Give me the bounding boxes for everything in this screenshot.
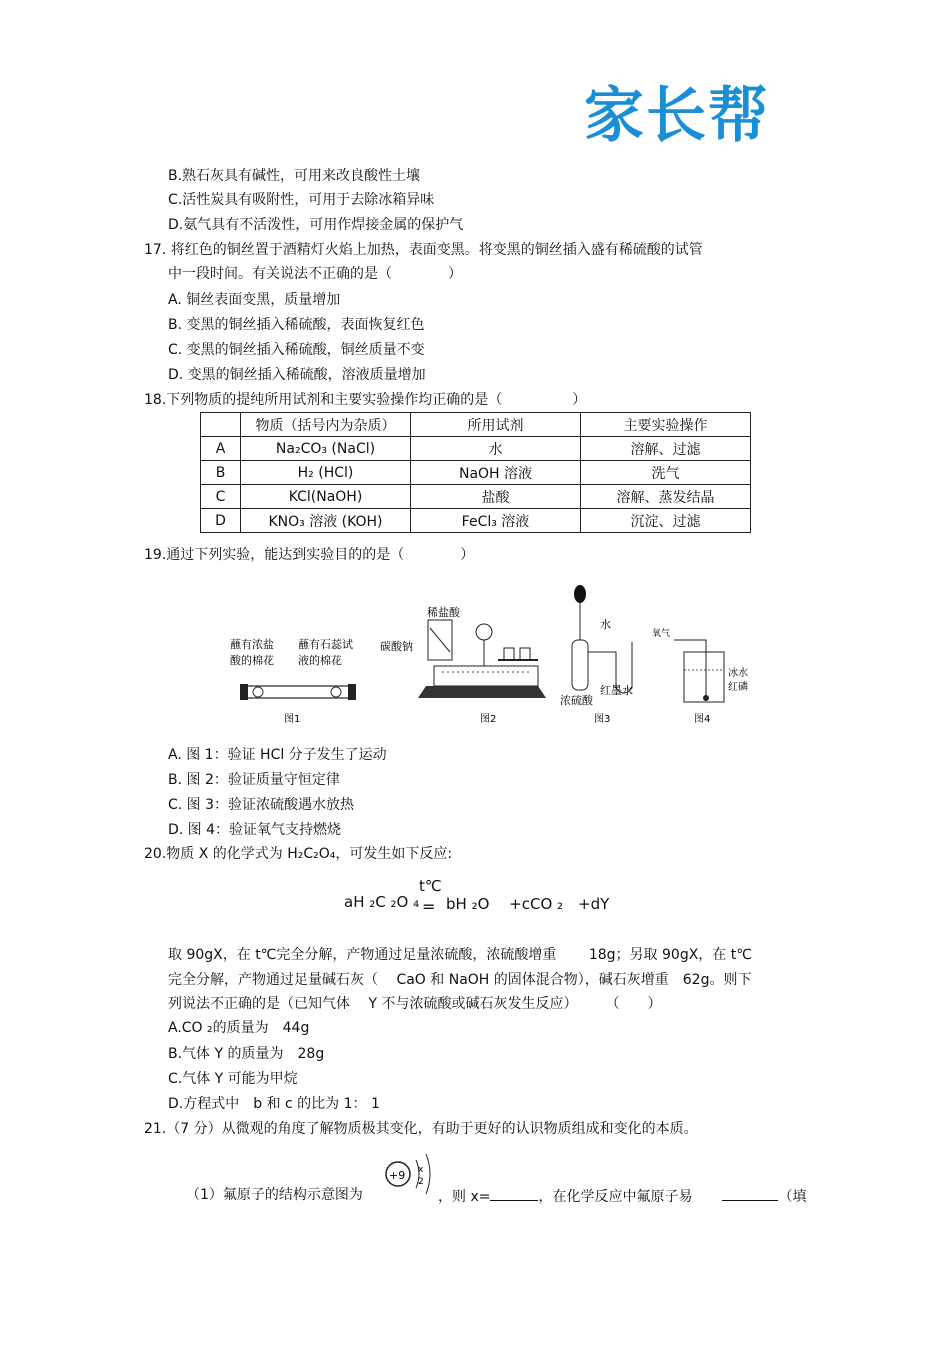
atom-nucleus-charge: +9 xyxy=(389,1169,406,1182)
fig4-label-ice: 冰水 xyxy=(728,668,748,679)
fig1-stopper-left xyxy=(240,684,248,700)
equation-condition: t℃ xyxy=(419,877,442,895)
table-cell: 溶解、蒸发结晶 xyxy=(581,485,751,509)
table-row xyxy=(201,461,751,485)
figure-1 xyxy=(230,637,356,725)
q20-option-b: B.气体 Y 的质量为 28g xyxy=(168,1046,325,1062)
q21-x-label: ，则 x= xyxy=(438,1189,491,1205)
figure-2 xyxy=(380,605,546,725)
fig1-label-left2: 酸的棉花 xyxy=(230,654,274,667)
table-cell: B xyxy=(201,461,241,485)
table-header-cell: 主要实验操作 xyxy=(581,413,751,437)
q20-text-line3: 列说法不正确的是（已知气体 Y 不与浓硫酸或碱石灰发生反应） （ ） xyxy=(168,996,662,1012)
fig1-stopper-right xyxy=(348,684,356,700)
fig2-balance-scale xyxy=(434,666,538,686)
fig1-label-right2: 液的棉花 xyxy=(298,654,342,667)
table-cell: D xyxy=(201,509,241,533)
answer-blank-x[interactable] xyxy=(490,1186,538,1201)
q18-stem: 18.下列物质的提纯所用试剂和主要实验操作均正确的是（ ） xyxy=(144,392,587,408)
fig2-test-tube xyxy=(430,628,450,652)
table-cell: KCl(NaOH) xyxy=(241,485,411,509)
atom-shell-1-count: x xyxy=(418,1165,424,1175)
q21-sub1-text-a: （1）氟原子的结构示意图为 xyxy=(186,1187,363,1203)
table-cell: H₂ (HCl) xyxy=(241,461,411,485)
fig3-label-ink: 红墨水 xyxy=(600,684,633,697)
fig4-beaker xyxy=(684,652,724,702)
fig3-dropper-bulb xyxy=(574,585,586,603)
fig2-label-left: 碳酸钠 xyxy=(380,640,413,653)
fig3-test-tube xyxy=(572,640,588,690)
q17-option-c: C. 变黑的铜丝插入稀硫酸，铜丝质量不变 xyxy=(168,342,425,358)
q16-option-c: C.活性炭具有吸附性，可用于去除冰箱异味 xyxy=(168,192,435,208)
fig4-label-gas: 氧气 xyxy=(652,629,671,639)
q19-option-d: D. 图 4：验证氧气支持燃烧 xyxy=(168,822,342,838)
q21-fill-label: （填 xyxy=(778,1189,807,1205)
fig2-pointer-dial xyxy=(476,624,492,640)
fig2-balance-base xyxy=(418,686,546,698)
equation-equals: = xyxy=(422,897,436,916)
table-row xyxy=(201,437,751,461)
q20-text-line1: 取 90gX，在 t℃完全分解，产物通过足量浓硫酸，浓硫酸增重 18g；另取 90gX，在 t℃ xyxy=(168,947,752,963)
table-cell: 沉淀、过滤 xyxy=(581,509,751,533)
q21-tendency-label: ，在化学反应中氟原子易 xyxy=(538,1189,693,1205)
fig4-label-p: 红磷 xyxy=(728,682,748,693)
table-cell: 盐酸 xyxy=(411,485,581,509)
fig1-cotton-left xyxy=(253,687,263,697)
atom-shell-2-count: 2 xyxy=(418,1177,424,1187)
q16-option-b: B.熟石灰具有碱性，可用来改良酸性土壤 xyxy=(168,168,421,184)
table-header-cell xyxy=(201,413,241,437)
q20-option-a: A.CO ₂的质量为 44g xyxy=(168,1020,310,1036)
q20-option-c: C.气体 Y 可能为甲烷 xyxy=(168,1071,298,1087)
q21-stem: 21.（7 分）从微观的角度了解物质极其变化，有助于更好的认识物质组成和变化的本质。 xyxy=(144,1121,698,1137)
fig2-caption: 图2 xyxy=(480,714,497,725)
answer-blank-tendency[interactable] xyxy=(722,1186,778,1201)
table-row xyxy=(201,485,751,509)
table-cell: NaOH 溶液 xyxy=(411,461,581,485)
table-cell: 水 xyxy=(411,437,581,461)
q19-option-a: A. 图 1：验证 HCl 分子发生了运动 xyxy=(168,747,387,763)
fig1-label-left: 蘸有浓盐 xyxy=(230,638,274,651)
q16-option-d: D.氨气具有不活泼性，可用作焊接金属的保护气 xyxy=(168,217,464,233)
table-cell: C xyxy=(201,485,241,509)
q19-option-c: C. 图 3：验证浓硫酸遇水放热 xyxy=(168,797,355,813)
table-header-row xyxy=(201,413,751,437)
q20-stem: 20.物质 X 的化学式为 H₂C₂O₄，可发生如下反应: xyxy=(144,846,453,862)
fig1-label-right: 蘸有石蕊试 xyxy=(298,638,353,651)
logo: 家长帮 xyxy=(584,81,770,151)
q17-option-b: B. 变黑的铜丝插入稀硫酸，表面恢复红色 xyxy=(168,317,425,333)
q17-stem-line1: 17. 将红色的铜丝置于酒精灯火焰上加热，表面变黑。将变黑的铜丝插入盛有稀硫酸的试管 xyxy=(144,242,703,258)
fluorine-atom-diagram xyxy=(378,1150,440,1202)
q17-option-d: D. 变黑的铜丝插入稀硫酸，溶液质量增加 xyxy=(168,367,426,383)
table-cell: 溶解、过滤 xyxy=(581,437,751,461)
q20-equation xyxy=(344,873,644,923)
fig2-label-top: 稀盐酸 xyxy=(427,606,460,619)
table-row xyxy=(201,509,751,533)
fig3-caption: 图3 xyxy=(594,714,611,725)
table-cell: KNO₃ 溶液 (KOH) xyxy=(241,509,411,533)
fig4-gas-tube xyxy=(674,640,706,696)
q19-option-b: B. 图 2：验证质量守恒定律 xyxy=(168,772,340,788)
figure-3 xyxy=(560,585,633,725)
q21-sub1-text-b xyxy=(438,1186,806,1206)
table-cell: A xyxy=(201,437,241,461)
fig1-caption: 图1 xyxy=(284,714,301,725)
q17-stem-line2: 中一段时间。有关说法不正确的是（ ） xyxy=(168,266,462,282)
table-header-cell: 物质（括号内为杂质） xyxy=(241,413,411,437)
table-cell: FeCl₃ 溶液 xyxy=(411,509,581,533)
fig4-caption: 图4 xyxy=(694,714,711,725)
table-cell: 洗气 xyxy=(581,461,751,485)
fig3-label-acid: 浓硫酸 xyxy=(560,694,593,707)
q19-stem: 19.通过下列实验，能达到实验目的的是（ ） xyxy=(144,547,475,563)
fig2-weight-1 xyxy=(504,648,514,660)
table-cell: Na₂CO₃ (NaCl) xyxy=(241,437,411,461)
q20-text-line2: 完全分解，产物通过足量碱石灰（ CaO 和 NaOH 的固体混合物），碱石灰增重 62g。则下 xyxy=(168,972,752,988)
figure-4 xyxy=(652,627,748,725)
table-header-cell: 所用试剂 xyxy=(411,413,581,437)
fig1-cotton-right xyxy=(331,687,341,697)
q19-experiment-figures xyxy=(222,580,762,730)
q17-option-a: A. 铜丝表面变黑，质量增加 xyxy=(168,292,341,308)
fig3-label-water: 水 xyxy=(600,618,611,631)
q18-table xyxy=(200,412,751,533)
q20-option-d: D.方程式中 b 和 c 的比为 1： 1 xyxy=(168,1096,380,1112)
fig4-red-phosphorus xyxy=(703,695,709,701)
equation-reactant: aH ₂C ₂O ₄ xyxy=(344,893,420,911)
fig1-glass-tube xyxy=(242,686,354,698)
equation-products: bH ₂O +cCO ₂ +dY xyxy=(446,895,610,913)
atom-shell-2 xyxy=(426,1154,430,1194)
fig2-weight-2 xyxy=(520,648,530,660)
